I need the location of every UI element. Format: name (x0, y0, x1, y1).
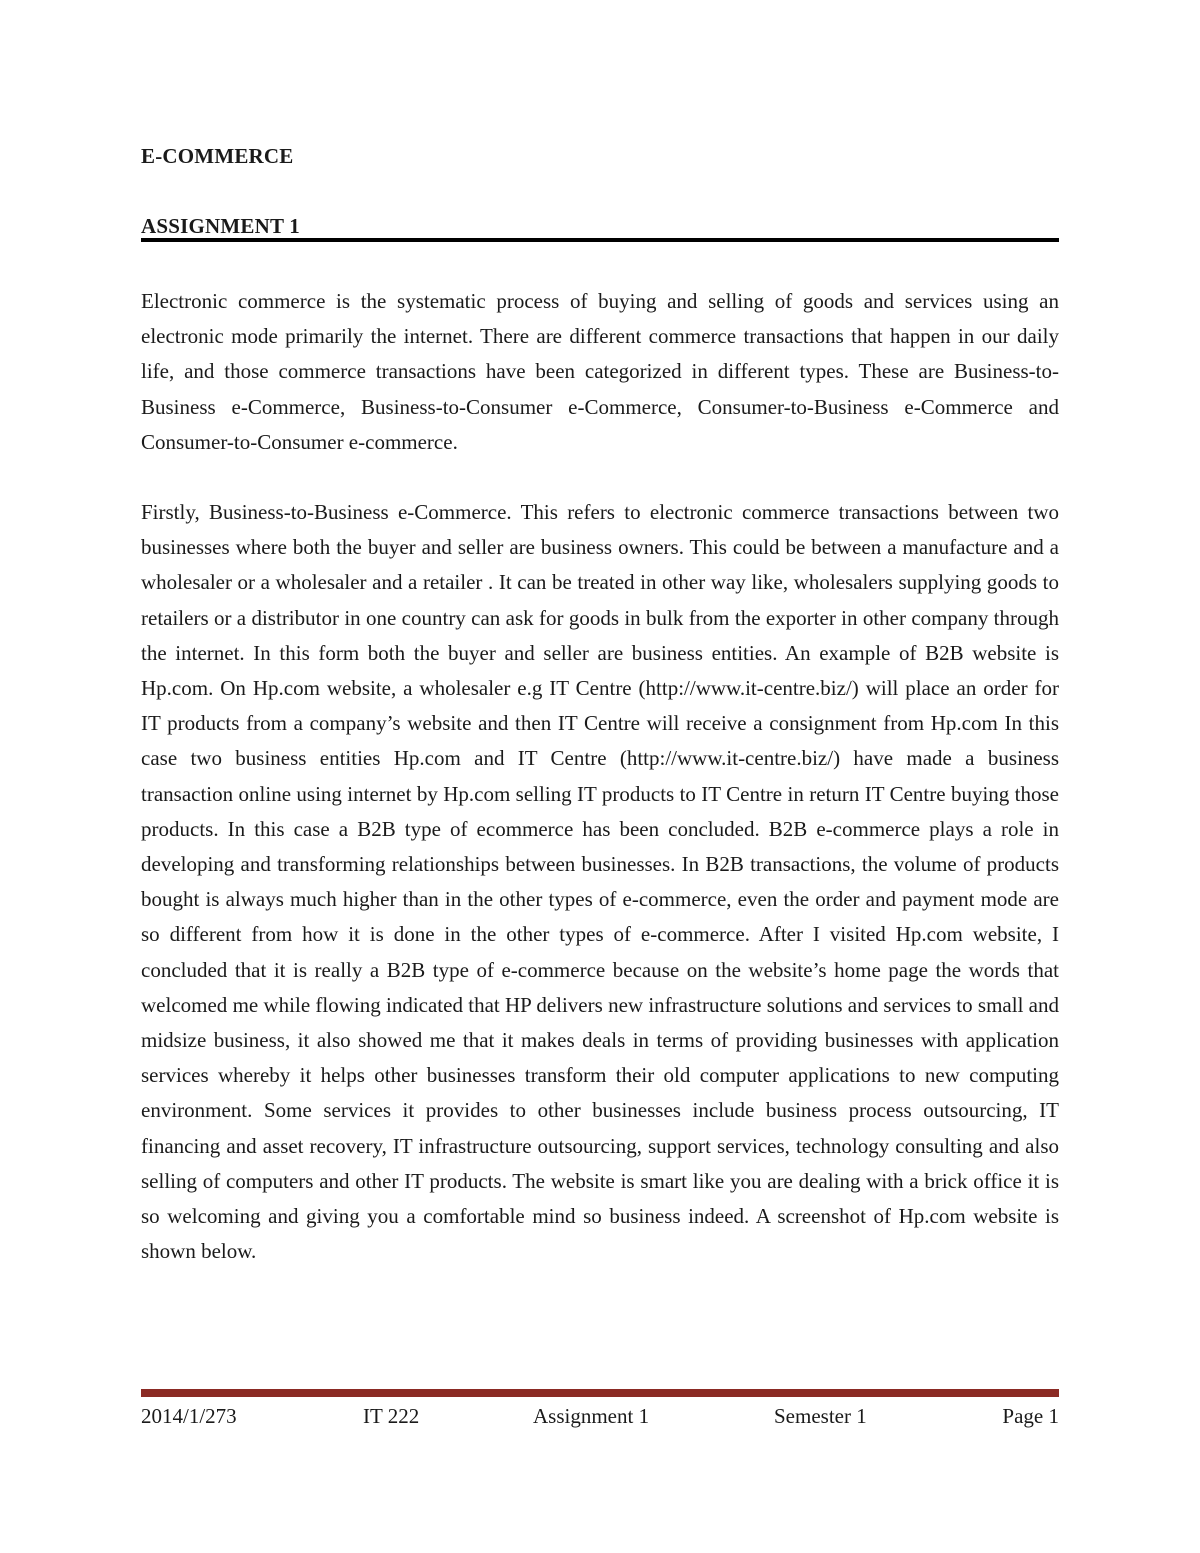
paragraph-b2b: Firstly, Business-to-Business e-Commerce. This refers to electronic commerce transactions between two businesses where both the buyer and seller are business owners. This could be between a manufacture and a wholesaler or a wholesaler and a retailer . It can be treated in other way like, wholesalers supplying goods to retailers or a distributor in one country can ask for goods in bulk from the exporter in other company through the internet. In this form both the buyer and seller are business entities. An example of B2B website is Hp.com. On Hp.com website, a wholesaler e.g IT Centre (http://www.it-centre.biz/) will place an order for IT products from a company’s website and then IT Centre will receive a consignment from Hp.com In this case two business entities Hp.com and IT Centre (http://www.it-centre.biz/) have made a business transaction online using internet by Hp.com selling IT products to IT Centre in return IT Centre buying those products. In this case a B2B type of ecommerce has been concluded. B2B e-commerce plays a role in developing and transforming relationships between businesses. In B2B transactions, the volume of products bought is always much higher than in the other types of e-commerce, even the order and payment mode are so different from how it is done in the other types of e-commerce. After I visited Hp.com website, I concluded that it is really a B2B type of e-commerce because on the website’s home page the words that welcomed me while flowing indicated that HP delivers new infrastructure solutions and services to small and midsize business, it also showed me that it makes deals in terms of providing businesses with application services whereby it helps other businesses transform their old computer applications to new computing environment. Some services it provides to other businesses include business process outsourcing, IT financing and asset recovery, IT infrastructure outsourcing, support services, technology consulting and also selling of computers and other IT products. The website is smart like you are dealing with a brick office it is so welcoming and giving you a comfortable mind so business indeed. A screenshot of Hp.com website is shown below. (141, 500, 1059, 1264)
footer-semester: Semester 1 (774, 1404, 867, 1428)
footer-page-number: Page 1 (1002, 1404, 1059, 1428)
footer-course-code: IT 222 (363, 1404, 420, 1428)
footer-student-id: 2014/1/273 (141, 1404, 237, 1428)
document-title: E-COMMERCE (141, 144, 294, 168)
page-footer (141, 1404, 1059, 1436)
footer-divider (141, 1389, 1059, 1397)
title-divider (141, 238, 1059, 242)
paragraph-introduction: Electronic commerce is the systematic process of buying and selling of goods and services using an electronic mode primarily the internet. There are different commerce transactions that happen in our daily life, and those commerce transactions have been categorized in different types. These are Business-to-Business e-Commerce, Business-to-Consumer e-Commerce, Consumer-to-Business e-Commerce and Consumer-to-Consumer e-commerce. (141, 289, 1059, 454)
document-subtitle: ASSIGNMENT 1 (141, 214, 300, 238)
footer-assignment: Assignment 1 (533, 1404, 650, 1428)
